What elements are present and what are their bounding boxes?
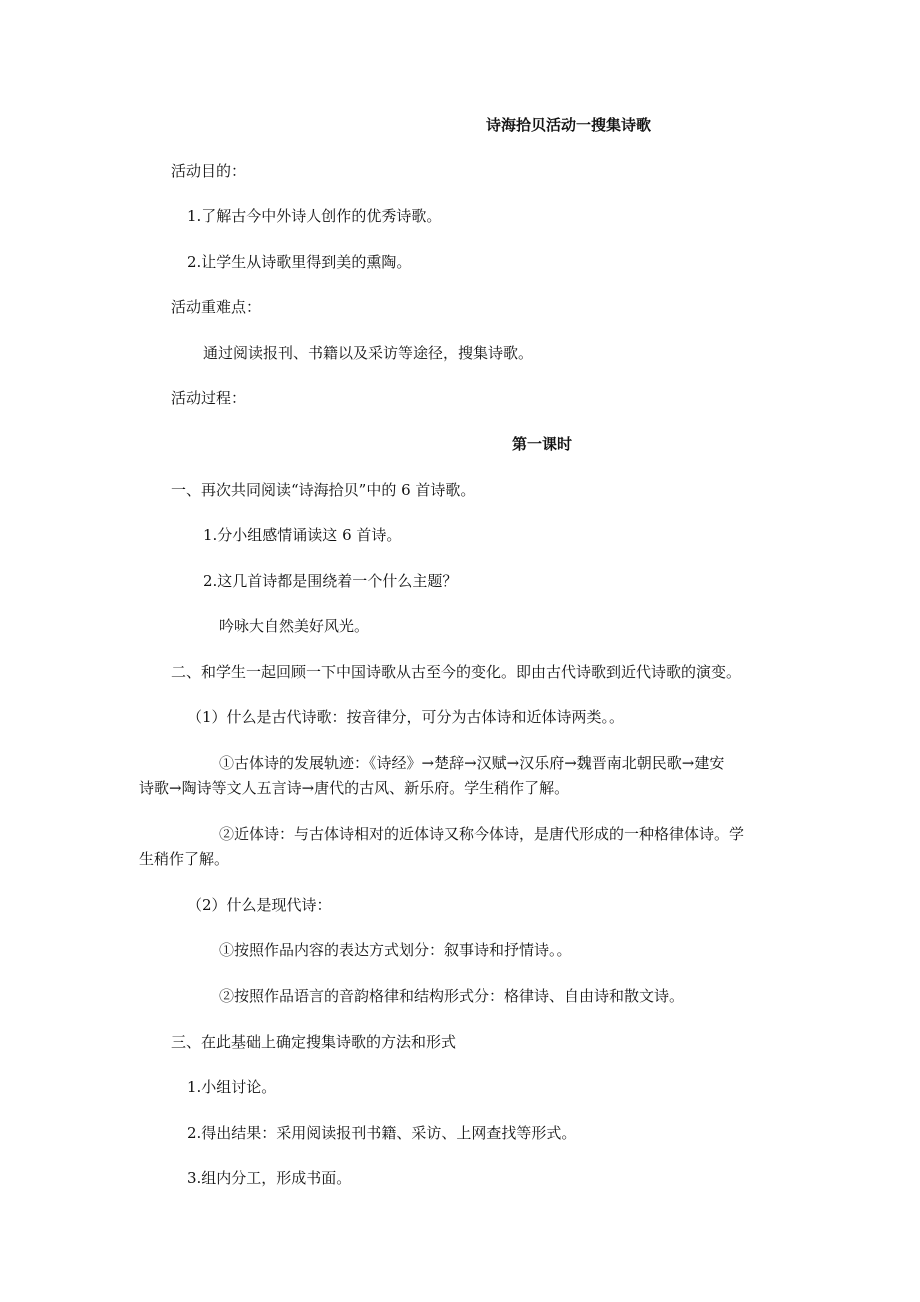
goal-heading: 活动目的： <box>171 162 247 180</box>
section-2-item-1-a-line-1: ①古体诗的发展轨迹：《诗经》→楚辞→汉赋→汉乐府→魏晋南北朝民歌→建安 <box>219 754 725 772</box>
process-heading: 活动过程： <box>171 389 247 407</box>
key-heading: 活动重难点： <box>171 298 262 316</box>
section-2-item-1-a-line-2: 诗歌→陶诗等文人五言诗→唐代的古风、新乐府。学生稍作了解。 <box>139 779 570 797</box>
section-2-item-2-a: ①按照作品内容的表达方式划分：叙事诗和抒情诗。。 <box>219 941 572 959</box>
goal-item-1: 1.了解古今中外诗人创作的优秀诗歌。 <box>187 207 442 225</box>
section-2-item-1-b-line-1: ②近体诗：与古体诗相对的近体诗又称今体诗，是唐代形成的一种格律体诗。学 <box>219 825 745 843</box>
lesson-title: 第一课时 <box>512 435 573 453</box>
section-3-item-2: 2.得出结果：采用阅读报刊书籍、采访、上网查找等形式。 <box>187 1124 577 1142</box>
document-title: 诗海拾贝活动一搜集诗歌 <box>486 116 652 134</box>
section-3-item-1: 1.小组讨论。 <box>187 1078 277 1096</box>
section-3-item-3: 3.组内分工，形成书面。 <box>187 1169 352 1187</box>
section-2-item-1-b-line-2: 生稍作了解。 <box>139 850 230 868</box>
section-2-heading: 二、和学生一起回顾一下中国诗歌从古至今的变化。即由古代诗歌到近代诗歌的演变。 <box>171 663 742 681</box>
key-text: 通过阅读报刊、书籍以及采访等途径，搜集诗歌。 <box>203 344 534 362</box>
section-1-item-2-answer: 吟咏大自然美好风光。 <box>219 617 370 635</box>
section-3-heading: 三、在此基础上确定搜集诗歌的方法和形式 <box>171 1033 457 1051</box>
section-2-item-2: （2）什么是现代诗： <box>187 896 332 914</box>
goal-item-2: 2.让学生从诗歌里得到美的熏陶。 <box>187 253 412 271</box>
section-1-heading: 一、再次共同阅读“诗海拾贝”中的 6 首诗歌。 <box>171 481 476 499</box>
section-2-item-2-b: ②按照作品语言的音韵格律和结构形式分：格律诗、自由诗和散文诗。 <box>219 987 685 1005</box>
section-2-item-1: （1）什么是古代诗歌：按音律分，可分为古体诗和近体诗两类。。 <box>187 708 625 726</box>
section-1-item-1: 1.分小组感情诵读这 6 首诗。 <box>203 526 402 544</box>
section-1-item-2: 2.这几首诗都是围绕着一个什么主题？ <box>203 572 458 590</box>
